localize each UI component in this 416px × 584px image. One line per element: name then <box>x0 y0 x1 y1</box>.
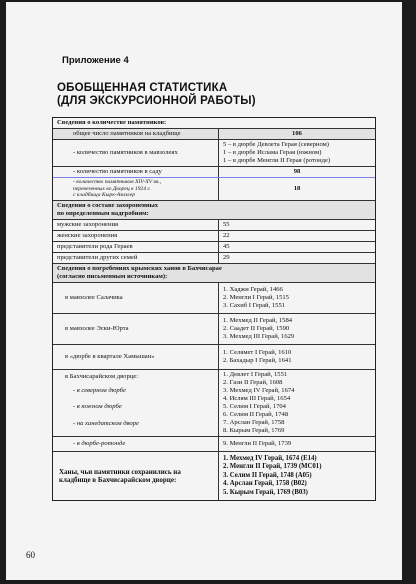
table-row: - количество памятников в саду 98 <box>53 166 375 177</box>
khan-courtyard-label: - на ханедатском дворе <box>73 419 139 427</box>
section-row: Ханы, чьи памятники сохранились на кладбище в Бахчисарайском дворце: 1. Мехмед IV Герай, 1674 (Е14) 2. Менгли II Герай, 1739 (МС01) 3. Селим II Герай, 1748 (А05) 4. Арслан Герай, 1758 (В02) 5. Кырым Герай, 1769 (В03) <box>53 451 375 501</box>
table-row: - количество памятников XIV-XV вв., перевезенных во Дворец в 1924 г. с кладбища Кырк-Азизлер 18 <box>53 177 375 200</box>
section-heading: Сведения о погребениях крымских ханов в Бахчисарае (согласно письменным источникам): <box>53 263 375 282</box>
table-row: общее число памятников на кладбище 106 <box>53 128 375 139</box>
title-line-1: ОБОБЩЕННАЯ СТАТИСТИКА <box>57 82 228 94</box>
south-durbe-label: - в южном дюрбе <box>73 402 122 410</box>
section-heading: Сведения о составе захороненных по определенным надгробиям: <box>53 200 375 219</box>
title-line-2: (ДЛЯ ЭКСКУРСИОННОЙ РАБОТЫ) <box>57 95 256 107</box>
north-durbe-label: - в северном дюрбе <box>73 386 126 394</box>
table-row: мужские захоронения 55 <box>53 219 375 230</box>
table-row: представители других семей 29 <box>53 252 375 263</box>
table-row: представители рода Гераев 45 <box>53 241 375 252</box>
appendix-label: Приложение 4 <box>62 55 129 66</box>
table-row: - количество памятников в мавзолеях 5 – в дюрбе Девлета Герая (северном) 1 – в дюрбе Ислама Герая (южном) 1 – в дюрбе Менгли II Герая (ротонде) <box>53 139 375 166</box>
page-title <box>57 82 256 108</box>
statistics-table <box>52 117 376 501</box>
table-row: - в дюрбе-ротонде 9. Менгли II Герай, 1739 <box>53 436 375 451</box>
section-heading: Сведения о количестве памятников: <box>53 118 375 128</box>
book-page <box>6 2 402 580</box>
table-row: в мавзолее Эски-Юрта 1. Мехмед II Герай, 1584 2. Саадет II Герай, 1590 3. Мехмед III Герай, 1629 <box>53 313 375 344</box>
page-number: 60 <box>26 550 35 560</box>
table-row: в мавзолее Салачика 1. Хаджи Герай, 1466 2. Менгли I Герай, 1515 3. Сахиб I Герай, 1551 <box>53 282 375 313</box>
table-row: в Бахчисарайском дворце: 1. Девлет I Герай, 1551 2. Гази II Герай, 1608 3. Мехмед IV Герай, 1674 4. Ислям III Герай, 1654 5. Селим I Герай, 1704 6. Селим II Герай, 1748 7. Арслан Герай, 1758 8. Кырым Герай, 1769 - в северном дюрбе - в южном дюрбе - на ханедатском дворе <box>53 369 375 436</box>
table-row: в «дюрбе в квартале Хамышан» 1. Селямет I Герай, 1610 2. Бахадыр I Герай, 1641 <box>53 344 375 369</box>
table-row: женские захоронения 22 <box>53 230 375 241</box>
